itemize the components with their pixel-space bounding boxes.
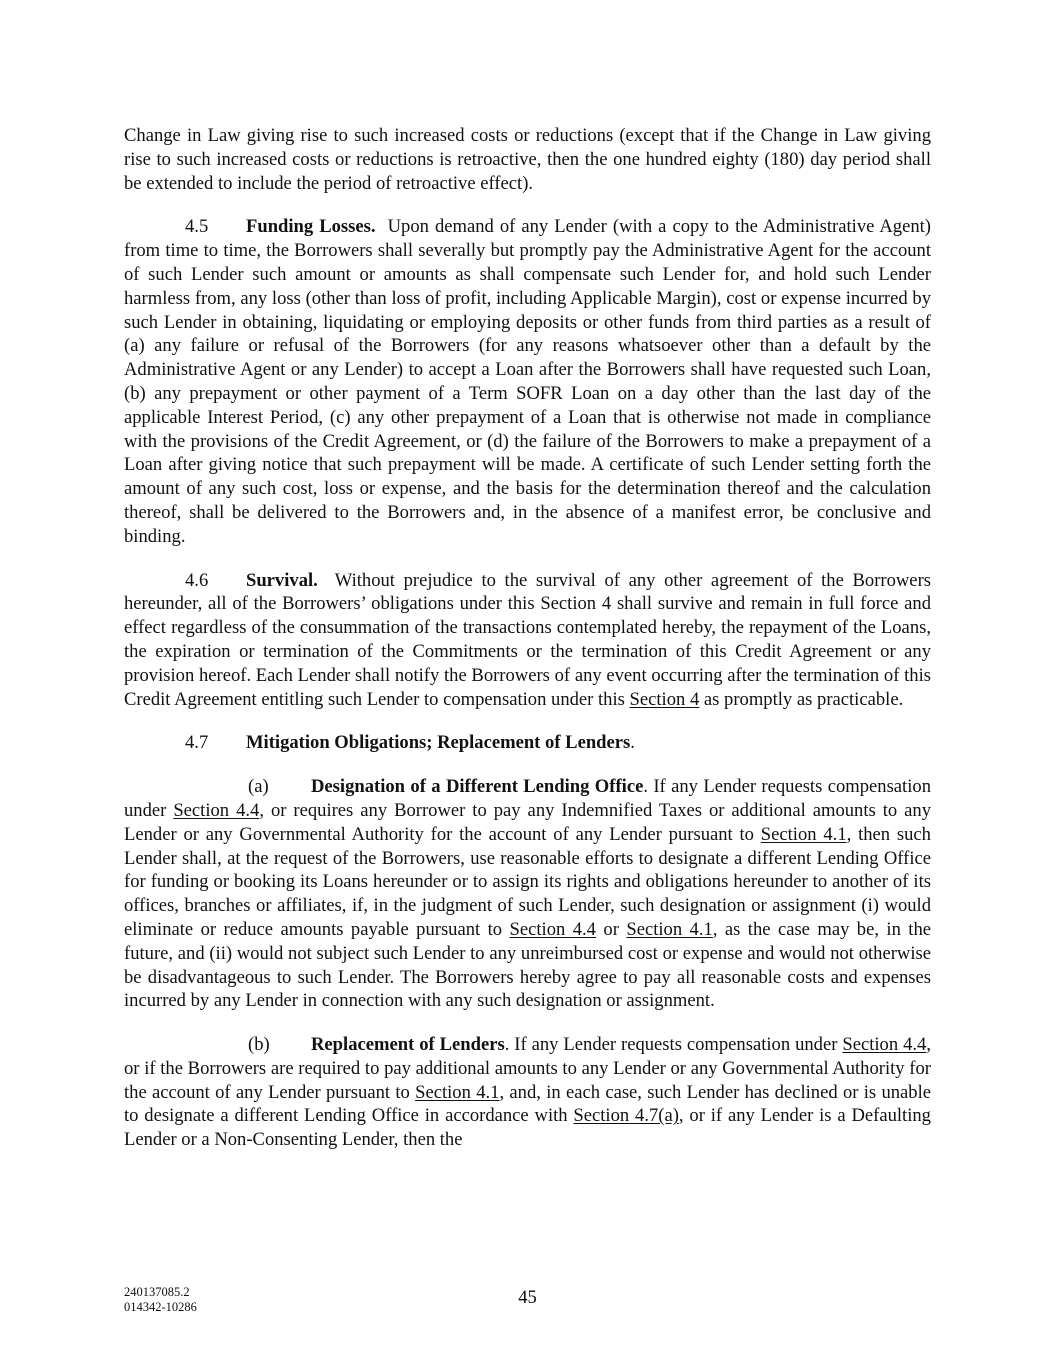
section-reference-link[interactable]: Section 4.1 [760,823,847,845]
clause-heading: Replacement of Lenders [311,1034,505,1056]
section-4-7-paragraph [124,731,931,755]
intro-text: Change in Law giving rise to such increased costs or reductions (except that if the Change in Law giving rise to such increased costs or reductions is retroactive, then the one hundred eighty (180) day period shall be extended to include the period of retroactive effect). [124,125,931,194]
section-text: Upon demand of any Lender (with a copy to the Administrative Agent) from time to time, the Borrowers shall severally but promptly pay the Administrative Agent for the account of such Lender such amount or amounts as shall compensate such Lender for, and hold such Lender harmless from, any loss (other than loss of profit, including Applicable Margin), cost or expense incurred by such Lender in obtaining, liquidating or employing deposits or other funds from third parties as a result of (a) any failure or refusal of the Borrowers (for any reasons whatsoever other than a default by the Administrative Agent or any Lender) to accept a Loan after the Borrowers shall have requested such Loan, (b) any prepayment or other payment of a Term SOFR Loan on a day other than the last day of the applicable Interest Period, (c) any other prepayment of a Loan that is otherwise not made in compliance with the provisions of the Credit Agreement, or (d) the failure of the Borrowers to make a prepayment of a Loan after giving notice that such prepayment will be made. A certificate of such Lender setting forth the amount of any such cost, loss or expense, and the basis for the determination thereof and the calculation thereof, shall be delivered to the Borrowers and, in the absence of a manifest error, be conclusive and binding. [124,216,931,547]
section-4-7b-paragraph [124,1033,931,1152]
clause-text: , or if the Borrowers are required to pay additional amounts to any Lender or any Governmental Authority for the account of any Lender pursuant to [124,1034,931,1103]
section-4-7a-paragraph [124,775,931,1013]
clause-text: , then such Lender shall, at the request of the Borrowers, use reasonable efforts to designate a different Lending Office for funding or booking its Loans hereunder or to assign its rights and obligations hereunder to another of its offices, branches or affiliates, if, in the judgment of such Lender, such designation or assignment (i) would eliminate or reduce amounts payable pursuant to [124,823,931,940]
section-text: Without prejudice to the survival of any other agreement of the Borrowers hereunder, all of the Borrowers’ obligations under this Section 4 shall survive and remain in full force and effect regardless of the consummation of the transactions contemplated hereby, the repayment of the Loans, the expiration or termination of the Commitments or the termination of this Credit Agreement or any provision hereof. Each Lender shall notify the Borrowers of any event occurring after the termination of this Credit Agreement entitling such Lender to compensation under this [124,569,931,710]
section-reference-link[interactable]: Section 4.4 [509,918,596,940]
page-number: 45 [518,1287,537,1308]
intro-paragraph [124,124,931,195]
section-reference-link[interactable]: Section 4.7(a) [573,1105,679,1127]
section-number: 4.7 [185,732,209,754]
doc-id-line: 240137085.2 [124,1285,190,1299]
section-reference-link[interactable]: Section 4.4 [842,1034,927,1056]
clause-text: . If any Lender requests compensation under [124,776,931,821]
section-heading: Funding Losses. [246,216,376,238]
document-page [124,124,931,1172]
heading-period: . [630,732,635,754]
section-text: as promptly as practicable. [703,688,904,710]
clause-heading: Designation of a Different Lending Office [311,776,644,798]
clause-text: . If any Lender requests compensation under [504,1034,838,1056]
section-heading: Survival. [246,569,318,591]
clause-label: (a) [248,776,269,798]
clause-text: , and, in each case, such Lender has declined or is unable to designate a different Lending Office in accordance with [124,1081,932,1127]
clause-text: , or if any Lender is a Defaulting Lender or a Non-Consenting Lender, then the [124,1105,931,1151]
section-number: 4.6 [185,569,209,591]
section-4-5-paragraph [124,215,931,548]
doc-id-line: 014342-10286 [124,1299,197,1314]
clause-text: , as the case may be, in the future, and (ii) would not subject such Lender to any unreimbursed cost or expense and would not otherwise be disadvantageous to such Lender. The Borrowers hereby agree to pay all reasonable costs and expenses incurred by any Lender in connection with any such designation or assignment. [124,918,932,1012]
section-number: 4.5 [185,216,209,238]
clause-text: , or requires any Borrower to pay any Indemnified Taxes or additional amounts to any Lender or any Governmental Authority for the account of any Lender pursuant to [124,799,932,845]
section-4-6-paragraph [124,569,931,712]
section-reference-link[interactable]: Section 4 [629,688,700,710]
clause-text: or [603,918,619,940]
section-reference-link[interactable]: Section 4.1 [626,918,713,940]
clause-label: (b) [248,1034,270,1056]
section-reference-link[interactable]: Section 4.4 [173,799,260,821]
section-heading: Mitigation Obligations; Replacement of Lenders [246,732,631,754]
section-reference-link[interactable]: Section 4.1 [415,1081,500,1103]
